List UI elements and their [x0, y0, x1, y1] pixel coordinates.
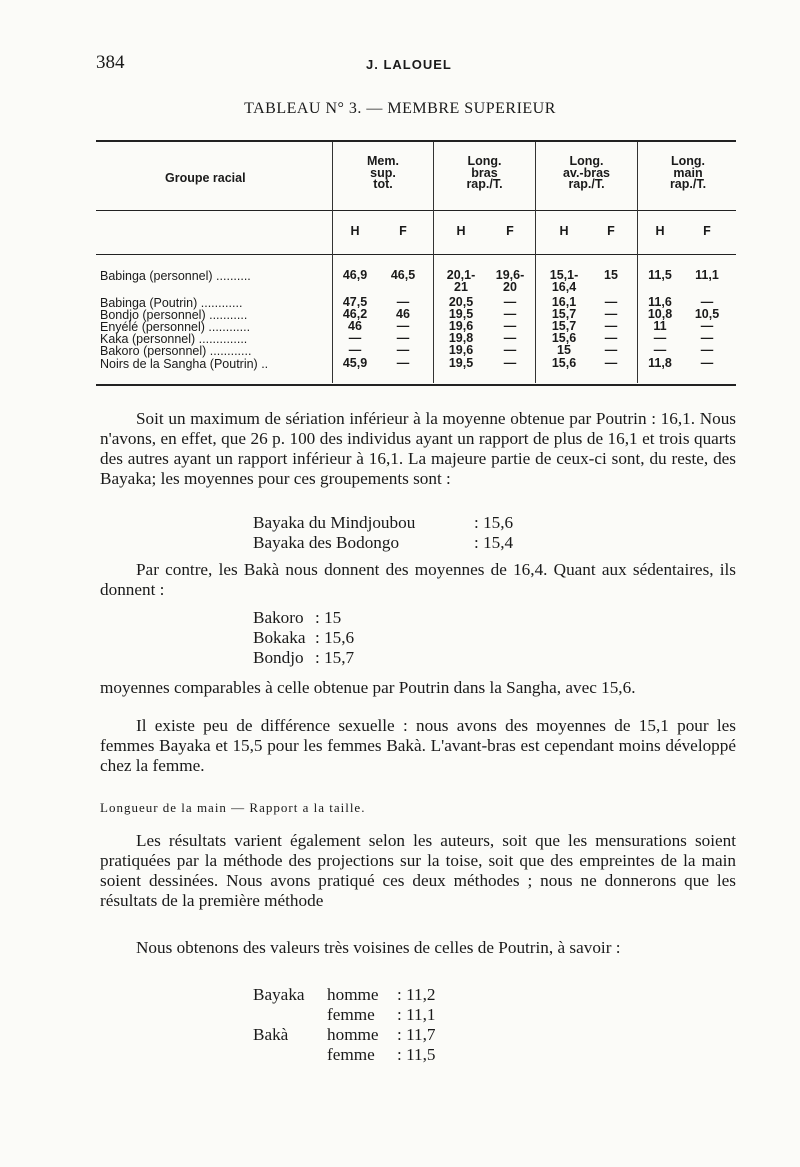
- paragraph-3: moyennes comparables à celle obtenue par Poutrin dans la Sangha, avec 15,6.: [100, 678, 636, 697]
- list-item: Bokaka : 15,6: [253, 628, 355, 647]
- sex-label: F: [399, 224, 407, 238]
- table-cell: 10,8: [647, 307, 673, 321]
- table-cell: —: [396, 331, 410, 345]
- table-cell: 16,1: [551, 295, 577, 309]
- table-cell: 15,6: [551, 356, 577, 370]
- table-cell: —: [700, 356, 714, 370]
- table-cell: —: [604, 319, 618, 333]
- table-cell: —: [503, 331, 517, 345]
- col-header-long-bras: Long. bras rap./T.: [466, 154, 503, 191]
- table-cell: —: [396, 295, 410, 309]
- table-cell: 11,8: [648, 356, 672, 370]
- table-bottom-rule: [96, 384, 736, 386]
- group-header: Groupe racial: [165, 171, 246, 185]
- table-cell: 47,5: [342, 295, 368, 309]
- table-cell: —: [503, 356, 517, 370]
- table-cell: —: [348, 343, 362, 357]
- col-header-mem-sup: Mem. sup. tot.: [367, 154, 399, 191]
- table-cell: 11: [653, 319, 667, 333]
- row-label: Noirs de la Sangha (Poutrin) ..: [100, 357, 269, 371]
- table-cell: 10,5: [694, 307, 720, 321]
- list-item: Bondjo : 15,7: [253, 648, 355, 667]
- table-cell: 15,7: [551, 307, 577, 321]
- list-item: Bayaka des Bodongo : 15,4: [253, 533, 514, 552]
- table-header-rule: [96, 210, 736, 211]
- table-cell: 46: [348, 319, 362, 333]
- list-item: Bakoro : 15: [253, 608, 342, 627]
- table-cell: 15: [557, 343, 571, 357]
- table-cell: 19,6- 20: [495, 268, 525, 294]
- table-cell: —: [653, 343, 667, 357]
- table-cell: 15: [604, 268, 618, 282]
- table-cell: 11,6: [648, 295, 672, 309]
- sex-label: F: [607, 224, 615, 238]
- list-main: [253, 985, 436, 1065]
- paragraph-2: Par contre, les Bakà nous donnent des moyennes de 16,4. Quant aux sédentaires, ils donnent :: [100, 560, 736, 599]
- sex-label: H: [456, 224, 466, 238]
- table-cell: —: [653, 331, 667, 345]
- table-cell: —: [700, 343, 714, 357]
- list-sedentaires: [253, 608, 354, 668]
- row-label: Babinga (Poutrin) ............: [100, 296, 243, 310]
- table-cell: —: [700, 319, 714, 333]
- table-cell: 20,1- 21: [446, 268, 476, 294]
- running-header: [0, 52, 800, 76]
- table-cell: 46: [396, 307, 410, 321]
- table-title: TABLEAU N° 3. — MEMBRE SUPERIEUR: [244, 100, 556, 117]
- table-cell: 20,5: [448, 295, 474, 309]
- paragraph-6: Nous obtenons des valeurs très voisines de celles de Poutrin, à savoir :: [136, 938, 621, 957]
- list-bayaka: [253, 513, 513, 553]
- col-divider: [535, 142, 536, 383]
- sex-label: F: [506, 224, 514, 238]
- row-label: Bakoro (personnel) ............: [100, 344, 252, 358]
- table-cell: —: [604, 307, 618, 321]
- table-cell: 19,8: [448, 331, 474, 345]
- table-cell: —: [503, 295, 517, 309]
- section-heading: Longueur de la main — Rapport a la taille.: [100, 800, 366, 815]
- paragraph-1: Soit un maximum de sériation inférieur à la moyenne obtenue par Poutrin : 16,1. Nous n'avons, en effet, que 26 p. 100 des individus ayant un rapport de plus de 16,1 et trois quarts des autres ayant un rapport inférieur à 16,1. La majeure partie de ceux-ci sont, du reste, des Bayaka; les moyennes pour ces groupements sont :: [100, 409, 736, 488]
- table-cell: —: [503, 343, 517, 357]
- table-cell: —: [503, 319, 517, 333]
- table-cell: 19,6: [448, 343, 474, 357]
- table-cell: 19,5: [448, 307, 474, 321]
- col-header-long-av-bras: Long. av.-bras rap./T.: [562, 154, 610, 191]
- table-cell: —: [604, 356, 618, 370]
- table-cell: 11,5: [648, 268, 672, 282]
- table-cell: —: [604, 343, 618, 357]
- paragraph-5: Les résultats varient également selon les auteurs, soit que les mensurations soient pratiquées par la méthode des projections sur la toise, soit que des empreintes de la main soient dessinées. Nous avons pratiqué ces deux méthodes ; nous ne donnerons que les résultats de la première méthode: [100, 831, 736, 910]
- table-cell: —: [604, 295, 618, 309]
- table-cell: —: [348, 331, 362, 345]
- sex-label: H: [559, 224, 569, 238]
- page-number: 384: [96, 52, 125, 73]
- sex-label: F: [703, 224, 711, 238]
- table-cell: 45,9: [342, 356, 368, 370]
- running-author: J. LALOUEL: [366, 57, 452, 72]
- table-subheader-rule: [96, 254, 736, 255]
- table-cell: —: [700, 295, 714, 309]
- row-label: Enyélé (personnel) ............: [100, 320, 251, 334]
- table-cell: —: [503, 307, 517, 321]
- row-label: Kaka (personnel) ..............: [100, 332, 248, 346]
- paragraph-4: Il existe peu de différence sexuelle : nous avons des moyennes de 15,1 pour les femmes Bayaka et 15,5 pour les femmes Bakà. L'avant-bras est cependant moins développé chez la femme.: [100, 716, 736, 775]
- col-divider: [433, 142, 434, 383]
- list-item: Bayaka homme : 11,2: [253, 985, 436, 1004]
- list-item: Bakà homme : 11,7: [253, 1025, 436, 1044]
- table-cell: 46,5: [390, 268, 416, 282]
- table-cell: —: [396, 319, 410, 333]
- table-cell: 19,6: [448, 319, 474, 333]
- list-item: Bayaka du Mindjoubou : 15,6: [253, 513, 514, 532]
- table-cell: 15,6: [551, 331, 577, 345]
- row-label: Babinga (personnel) ..........: [100, 269, 251, 283]
- table-cell: 15,7: [551, 319, 577, 333]
- table-cell: —: [604, 331, 618, 345]
- table-cell: 19,5: [448, 356, 474, 370]
- table-top-rule: [96, 140, 736, 142]
- sex-label: H: [655, 224, 665, 238]
- list-item: femme : 11,5: [327, 1045, 436, 1064]
- table-cell: 11,1: [695, 268, 719, 282]
- table-cell: —: [700, 331, 714, 345]
- table-cell: 46,2: [342, 307, 368, 321]
- list-item: femme : 11,1: [327, 1005, 436, 1024]
- table-cell: —: [396, 343, 410, 357]
- sex-label: H: [350, 224, 360, 238]
- row-label: Bondjo (personnel) ...........: [100, 308, 248, 322]
- table-cell: 46,9: [342, 268, 368, 282]
- table-cell: —: [396, 356, 410, 370]
- col-header-long-main: Long. main rap./T.: [669, 154, 707, 191]
- table-cell: 15,1- 16,4: [549, 268, 579, 294]
